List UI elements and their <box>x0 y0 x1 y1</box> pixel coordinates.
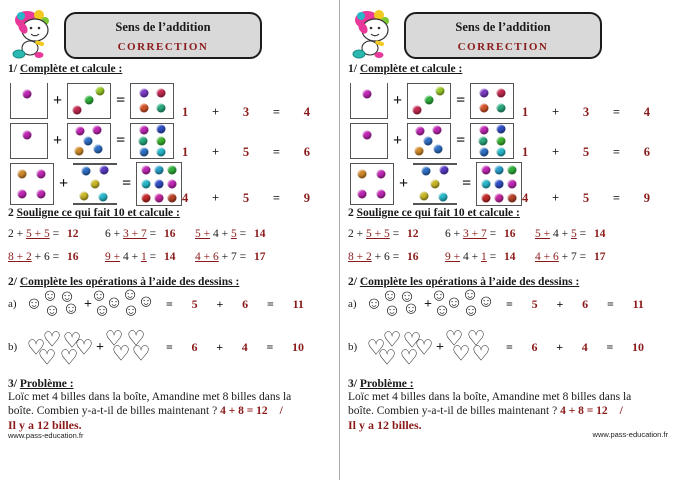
equation-token: + 7 = <box>558 251 589 263</box>
equation-token: 5 <box>571 228 577 240</box>
heart-cluster <box>364 327 436 377</box>
worksheet-title: Sens de l’addition <box>455 20 551 34</box>
equation-token: 1 <box>481 251 487 263</box>
bille-dot <box>37 190 46 199</box>
underline-equations-grid <box>8 228 308 263</box>
bille-dot <box>422 167 431 176</box>
dots-box <box>130 123 174 159</box>
equation <box>8 228 105 240</box>
bille-dot <box>23 89 32 98</box>
bille-dot <box>139 147 148 156</box>
equation-token: = <box>606 297 614 311</box>
heart-icon: ♡ <box>126 326 146 351</box>
equation-token: 14 <box>504 251 516 263</box>
equation-token: 6 + <box>445 228 463 240</box>
heart-icon: ♡ <box>366 335 386 360</box>
equation-answer: 4 + 5 = 9 <box>522 191 650 205</box>
equation-answer: 1 + 3 = 4 <box>182 105 310 119</box>
section1-heading: 1/ Complète et calcule : <box>348 63 463 75</box>
smiley-icon: ☺ <box>122 300 140 320</box>
smiley-icon: ☺ <box>25 293 43 313</box>
equation <box>445 228 535 240</box>
plus-sign: + <box>393 92 403 109</box>
equation-token: + <box>556 340 564 354</box>
bille-dot <box>99 166 108 175</box>
equals-sign: = <box>456 132 466 149</box>
bille-dot <box>425 96 434 105</box>
equation-token: 3 + 7 <box>123 228 147 240</box>
smiley-icon: ☺ <box>62 298 80 318</box>
smiley-icon: ☺ <box>402 298 420 318</box>
bille-dot <box>142 180 151 189</box>
bille-dot <box>357 170 366 179</box>
equation-token: 10 <box>631 340 644 354</box>
bille-dot <box>37 170 46 179</box>
bille-dot <box>479 147 488 156</box>
equation-token: 14 <box>254 228 266 240</box>
correction-mark: / <box>619 404 623 417</box>
bille-dot <box>479 137 488 146</box>
equation-token: = <box>266 340 274 354</box>
equation-answer: 4 + 5 = 9 <box>182 191 310 205</box>
smiley-icon: ☺ <box>461 284 479 304</box>
equation-token: = <box>606 340 614 354</box>
dots-box <box>407 83 451 119</box>
heart-icon: ♡ <box>466 326 486 351</box>
heart-icon: ♡ <box>26 335 46 360</box>
plus-sign: + <box>59 175 69 192</box>
title-box <box>404 12 602 59</box>
equation-token: = <box>166 340 173 354</box>
row-label: a) <box>8 298 17 310</box>
heart-icon: ♡ <box>111 341 131 366</box>
equation-answer <box>506 340 644 355</box>
plus-sign: + <box>84 297 92 312</box>
smiley-icon: ☺ <box>477 291 495 311</box>
dots-box <box>10 123 48 159</box>
heart-icon: ♡ <box>37 345 57 370</box>
problem-text <box>8 391 312 433</box>
bille-dot <box>157 147 166 156</box>
bille-dot <box>497 125 506 134</box>
section4-heading: 3/ Problème : <box>8 378 74 390</box>
smiley-icon: ☺ <box>462 300 480 320</box>
bille-dot <box>155 180 164 189</box>
problem-conclusion: Il y a 12 billes. <box>348 418 422 432</box>
heart-icon: ♡ <box>104 326 124 351</box>
equation-token: = <box>506 297 513 311</box>
equation-token: 1 <box>141 251 147 263</box>
smiley-icon: ☺ <box>365 293 383 313</box>
bille-dot <box>424 137 433 146</box>
section3-heading: 2/ Complète les opérations à l’aide des dessins : <box>8 276 240 288</box>
equals-sign: = <box>122 175 132 192</box>
mascot-icon <box>8 7 62 61</box>
heart-icon: ♡ <box>399 345 419 370</box>
equation-token: 4 + <box>210 228 231 240</box>
bille-dot <box>377 170 386 179</box>
bille-dot <box>92 126 101 135</box>
bille-dot <box>363 89 372 98</box>
smiley-icon: ☺ <box>105 292 123 312</box>
equation-token: = <box>576 228 589 240</box>
smiley-icon: ☺ <box>93 300 111 320</box>
worksheet-subtitle: CORRECTION <box>457 41 549 53</box>
dots-box <box>470 123 514 159</box>
bille-dot <box>75 127 84 136</box>
underline-equations-grid <box>348 228 648 263</box>
bille-dot <box>93 145 102 154</box>
equation <box>348 228 445 240</box>
equation-token: = <box>236 228 249 240</box>
equation-token: 5 + 5 <box>26 228 50 240</box>
heart-addition-row <box>8 326 308 377</box>
bille-dot <box>415 127 424 136</box>
equation-token: = <box>166 297 173 311</box>
bille-dot <box>496 89 505 98</box>
bille-dot <box>433 145 442 154</box>
equation-token: 9 + <box>105 251 121 263</box>
equation-token: 4 + <box>120 251 141 263</box>
bille-dot <box>482 180 491 189</box>
addition-row-3 <box>10 162 310 206</box>
equation-token: = <box>146 228 159 240</box>
equation-answer: 1 + 5 = 6 <box>522 145 650 159</box>
plus-sign: + <box>399 175 409 192</box>
plus-sign: + <box>436 340 444 355</box>
equation-token: 12 <box>407 228 419 240</box>
smiley-icon: ☺ <box>433 300 451 320</box>
equation-token: 4 + <box>550 228 571 240</box>
equation-token: + 6 = <box>371 251 402 263</box>
equation-token: + 7 = <box>218 251 249 263</box>
problem-answer: 4 + 8 = 12 <box>220 404 268 417</box>
bille-dot <box>431 180 440 189</box>
equation <box>105 228 195 240</box>
dots-box <box>136 162 182 206</box>
bille-dot <box>168 166 177 175</box>
heart-icon: ♡ <box>131 341 151 366</box>
bille-dot <box>139 137 148 146</box>
bille-dot <box>495 180 504 189</box>
equation-token: 2 + <box>348 228 366 240</box>
smiley-icon: ☺ <box>58 286 76 306</box>
bille-dot <box>75 146 84 155</box>
equals-sign: = <box>456 92 466 109</box>
smiley-icon: ☺ <box>90 285 108 305</box>
equation-token: 5 <box>191 297 198 311</box>
bille-dot <box>482 193 491 202</box>
heart-icon: ♡ <box>451 341 471 366</box>
addition-row-2 <box>350 122 650 160</box>
equation-token: + <box>216 297 224 311</box>
bille-dot <box>82 167 91 176</box>
equation-answer <box>506 297 644 312</box>
dots-box <box>67 123 111 159</box>
bille-dot <box>439 166 448 175</box>
bille-dot <box>439 192 448 201</box>
plus-sign: + <box>53 132 63 149</box>
equation-token: 16 <box>504 228 516 240</box>
bille-dot <box>84 137 93 146</box>
plus-sign: + <box>53 92 63 109</box>
bille-dot <box>357 190 366 199</box>
worksheet-column-right <box>340 0 680 480</box>
heart-icon: ♡ <box>382 327 402 352</box>
section2-heading: 2 Souligne ce qui fait 10 et calcule : <box>8 207 180 219</box>
bille-dot <box>139 126 148 135</box>
equation-token: 6 <box>531 340 538 354</box>
equation-token: + <box>556 297 564 311</box>
equation-token: = <box>146 251 159 263</box>
bille-dot <box>168 180 177 189</box>
equation <box>105 251 195 263</box>
equation-answer: 1 + 3 = 4 <box>522 105 650 119</box>
equation-token: 17 <box>253 251 266 263</box>
bille-dot <box>508 193 517 202</box>
equation <box>445 251 535 263</box>
equation <box>195 228 308 240</box>
heart-cluster <box>24 327 96 377</box>
equals-sign: = <box>116 92 126 109</box>
plus-sign: + <box>393 132 403 149</box>
equation-token: 5 <box>531 297 538 311</box>
equation <box>8 251 105 263</box>
equation-token: 16 <box>406 251 419 263</box>
problem-statement: Loïc met 4 billes dans la boîte, Amandine met 8 billes dans la boîte. Combien y-a-t-il de billes maintenant ? <box>348 391 632 417</box>
bille-dot <box>17 190 26 199</box>
smiley-icon: ☺ <box>381 285 399 305</box>
bille-dot <box>497 147 506 156</box>
heart-icon: ♡ <box>74 335 94 360</box>
row-label: b) <box>348 341 358 353</box>
bille-dot <box>432 126 441 135</box>
addition-row-2 <box>10 122 310 160</box>
dots-box <box>130 83 174 119</box>
bille-dot <box>139 104 148 113</box>
row-label: a) <box>348 298 357 310</box>
bille-dot <box>413 105 422 114</box>
equals-sign: = <box>462 175 472 192</box>
equation-token: 5 + 5 <box>366 228 390 240</box>
dots-box <box>470 83 514 119</box>
equation-token: 5 + <box>535 228 551 240</box>
bille-dot <box>91 180 100 189</box>
bille-dot <box>419 192 428 201</box>
equation-token: 4 + 6 <box>535 251 559 263</box>
equation-token: 6 <box>582 297 589 311</box>
bille-dot <box>156 104 165 113</box>
equation-token: + 6 = <box>31 251 62 263</box>
worksheet-title: Sens de l’addition <box>115 20 211 34</box>
problem-text <box>348 391 652 433</box>
heart-icon: ♡ <box>471 341 491 366</box>
bille-dot <box>96 86 105 95</box>
equation-token: 4 + <box>460 251 481 263</box>
bille-dot <box>436 86 445 95</box>
smiley-icon: ☺ <box>41 285 59 305</box>
heart-icon: ♡ <box>59 345 79 370</box>
dots-box <box>413 163 457 205</box>
equation-token: = <box>486 251 499 263</box>
bille-dot <box>495 193 504 202</box>
equation-token: = <box>266 297 274 311</box>
bille-dot <box>479 126 488 135</box>
smiley-icon: ☺ <box>430 285 448 305</box>
bille-dot <box>496 104 505 113</box>
problem-conclusion: Il y a 12 billes. <box>8 418 82 432</box>
equation-answer: 1 + 5 = 6 <box>182 145 310 159</box>
dots-box <box>350 123 388 159</box>
equation-token: = <box>506 340 513 354</box>
bille-dot <box>479 89 488 98</box>
section1-heading: 1/ Complète et calcule : <box>8 63 123 75</box>
equation-token: 8 + 2 <box>348 251 372 263</box>
plus-sign: + <box>424 297 432 312</box>
equation-answer <box>166 340 304 355</box>
problem-answer: 4 + 8 = 12 <box>560 404 608 417</box>
equation-token: 3 + 7 <box>463 228 487 240</box>
row-label: b) <box>8 341 18 353</box>
equation-token: 6 <box>191 340 198 354</box>
equation-token: 10 <box>291 340 304 354</box>
heart-icon: ♡ <box>377 345 397 370</box>
smiley-icon: ☺ <box>383 300 401 320</box>
bille-dot <box>168 193 177 202</box>
equation-token: 8 + 2 <box>8 251 32 263</box>
website-url: www.pass-education.fr <box>8 431 84 440</box>
bille-dot <box>495 166 504 175</box>
dots-box <box>10 163 54 205</box>
title-box <box>64 12 262 59</box>
heart-icon: ♡ <box>62 328 82 353</box>
mascot-icon <box>348 7 402 61</box>
equation-token: 5 + <box>195 228 211 240</box>
equation-token: 16 <box>164 228 176 240</box>
bille-dot <box>99 192 108 201</box>
smiley-icon: ☺ <box>121 284 139 304</box>
bille-dot <box>73 105 82 114</box>
bille-dot <box>139 89 148 98</box>
dots-box <box>350 83 388 119</box>
bille-dot <box>85 96 94 105</box>
heart-icon: ♡ <box>42 327 62 352</box>
heart-addition-row <box>348 326 648 377</box>
section3-heading: 2/ Complète les opérations à l’aide des dessins : <box>348 276 580 288</box>
worksheet-subtitle: CORRECTION <box>117 41 209 53</box>
bille-dot <box>157 125 166 134</box>
heart-icon: ♡ <box>444 326 464 351</box>
bille-dot <box>155 193 164 202</box>
section2-heading: 2 Souligne ce qui fait 10 et calcule : <box>348 207 520 219</box>
addition-row-1 <box>10 82 310 120</box>
bille-dot <box>377 190 386 199</box>
bille-dot <box>482 166 491 175</box>
equation <box>535 251 648 263</box>
equation-token: 12 <box>67 228 79 240</box>
addition-row-1 <box>350 82 650 120</box>
equation-token: 5 <box>231 228 237 240</box>
equation <box>535 228 648 240</box>
bille-dot <box>17 170 26 179</box>
dots-box <box>350 163 394 205</box>
dots-box <box>73 163 117 205</box>
section4-heading: 3/ Problème : <box>348 378 414 390</box>
plus-sign: + <box>96 340 104 355</box>
bille-dot <box>79 192 88 201</box>
bille-dot <box>156 89 165 98</box>
equation-token: 11 <box>632 297 644 311</box>
equation <box>348 251 445 263</box>
column-divider <box>339 0 340 480</box>
equation-token: = <box>389 228 402 240</box>
equation-token: 9 + <box>445 251 461 263</box>
equation-token: 6 <box>242 297 249 311</box>
equation-token: = <box>486 228 499 240</box>
website-url: www.pass-education.fr <box>592 430 668 439</box>
equation-token: 4 <box>581 340 588 354</box>
equation-token: = <box>49 228 62 240</box>
equation-token: 4 + 6 <box>195 251 219 263</box>
equation-token: 16 <box>66 251 79 263</box>
bille-dot <box>142 193 151 202</box>
addition-row-3 <box>350 162 650 206</box>
dots-box <box>476 162 522 206</box>
dots-box <box>10 83 48 119</box>
bille-dot <box>479 104 488 113</box>
equation-answer <box>166 297 304 312</box>
smiley-icon: ☺ <box>137 291 155 311</box>
heart-icon: ♡ <box>414 335 434 360</box>
equation-token: + <box>216 340 224 354</box>
equation-token: 14 <box>164 251 176 263</box>
equation-token: 11 <box>292 297 304 311</box>
equation <box>195 251 308 263</box>
equation-token: 2 + <box>8 228 26 240</box>
dots-box <box>67 83 111 119</box>
bille-dot <box>157 137 166 146</box>
bille-dot <box>415 146 424 155</box>
bille-dot <box>23 130 32 139</box>
smiley-icon: ☺ <box>398 286 416 306</box>
bille-dot <box>508 180 517 189</box>
heart-icon: ♡ <box>402 328 422 353</box>
bille-dot <box>155 166 164 175</box>
smiley-icon: ☺ <box>445 292 463 312</box>
equation-token: 6 + <box>105 228 123 240</box>
correction-mark: / <box>279 404 283 417</box>
heart-cluster <box>104 326 154 377</box>
equation-token: 17 <box>593 251 606 263</box>
bille-dot <box>508 166 517 175</box>
equation-token: 14 <box>594 228 606 240</box>
dots-box <box>407 123 451 159</box>
bille-dot <box>363 130 372 139</box>
equals-sign: = <box>116 132 126 149</box>
smiley-icon: ☺ <box>43 300 61 320</box>
heart-cluster <box>444 326 494 377</box>
bille-dot <box>142 166 151 175</box>
problem-statement: Loïc met 4 billes dans la boîte, Amandine met 8 billes dans la boîte. Combien y-a-t-il de billes maintenant ? <box>8 391 292 417</box>
bille-dot <box>497 137 506 146</box>
equation-token: 4 <box>241 340 248 354</box>
